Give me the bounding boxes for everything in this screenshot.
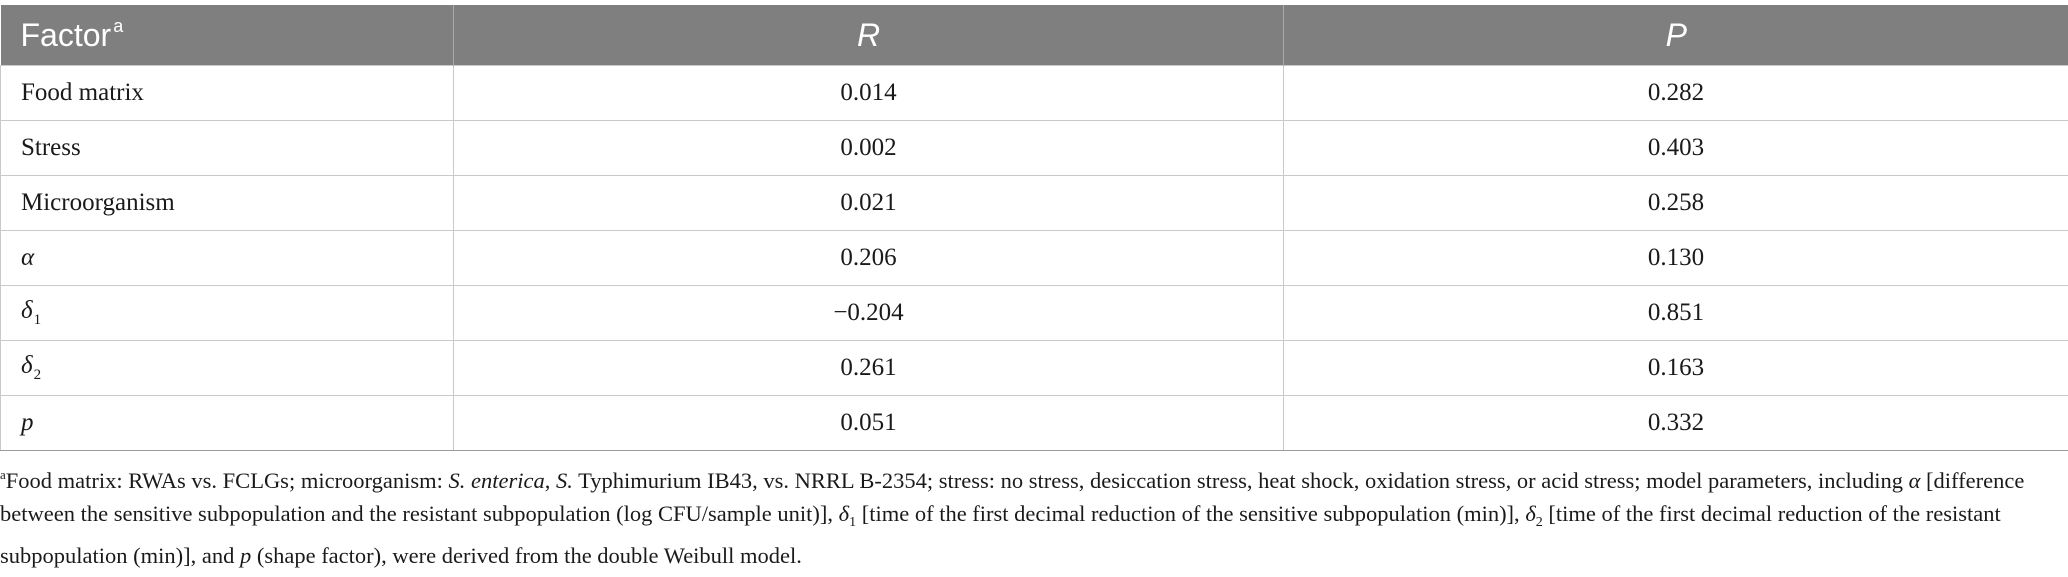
footnote-alpha-symbol: α	[1908, 468, 1921, 493]
correlation-table	[0, 5, 2068, 451]
correlation-table-container	[0, 5, 2068, 451]
table-body	[1, 66, 2068, 451]
table-row	[1, 341, 2068, 396]
footnote-text: Food matrix: RWAs vs. FCLGs; microorganism:	[5, 468, 449, 493]
r-value: 0.206	[454, 231, 1284, 286]
p-value: 0.332	[1284, 396, 2068, 451]
p-value: 0.163	[1284, 341, 2068, 396]
factor-cell	[1, 66, 454, 121]
table-row	[1, 396, 2068, 451]
header-factor-label: Factor	[20, 17, 112, 53]
table-row	[1, 66, 2068, 121]
footnote-text: [time of the first decimal reduction of the resistant subpopulation (min)], and	[0, 501, 2001, 568]
p-value: 0.258	[1284, 176, 2068, 231]
header-p: P	[1284, 5, 2068, 66]
factor-cell	[1, 286, 454, 341]
r-value: 0.261	[454, 341, 1284, 396]
footnote-text: (shape factor), were derived from the double Weibull model.	[251, 543, 802, 568]
footnote-text: [difference between the sensitive subpopulation and the resistant subpopulation (log CFU/sample unit)],	[0, 468, 2025, 526]
factor-cell	[1, 121, 454, 176]
r-value: 0.002	[454, 121, 1284, 176]
p-value: 0.130	[1284, 231, 2068, 286]
factor-label: α	[21, 244, 35, 271]
footnote-marker: a	[0, 467, 6, 482]
header-row	[1, 5, 2068, 66]
table-footnote	[0, 458, 2060, 572]
footnote-text: [time of the first decimal reduction of the sensitive subpopulation (min)],	[856, 501, 1526, 526]
footnote-delta-symbol: δ	[838, 501, 850, 526]
footnote-delta-subscript: 1	[849, 515, 857, 530]
r-value: 0.014	[454, 66, 1284, 121]
table-row	[1, 231, 2068, 286]
factor-subscript: 2	[33, 367, 42, 383]
header-factor-footnote-marker: a	[113, 16, 124, 36]
header-factor	[1, 5, 454, 66]
r-value: −0.204	[454, 286, 1284, 341]
footnote-text: Typhimurium IB43, vs. NRRL B-2354; stress: no stress, desiccation stress, heat shock, oxidation stress, or acid stress; model parameters, including	[572, 468, 1909, 493]
factor-label: p	[21, 409, 34, 436]
r-value: 0.051	[454, 396, 1284, 451]
factor-label: δ	[21, 297, 33, 324]
p-value: 0.851	[1284, 286, 2068, 341]
table-row	[1, 176, 2068, 231]
factor-label: Food matrix	[21, 79, 144, 106]
r-value: 0.021	[454, 176, 1284, 231]
factor-cell	[1, 396, 454, 451]
p-value: 0.403	[1284, 121, 2068, 176]
factor-label: δ	[21, 352, 33, 379]
footnote-species: S. enterica	[448, 468, 545, 493]
factor-cell	[1, 231, 454, 286]
footnote-text: ,	[544, 468, 556, 493]
header-r: R	[454, 5, 1284, 66]
footnote-delta-subscript: 2	[1535, 515, 1543, 530]
footnote-genus: S.	[555, 468, 573, 493]
factor-label: Stress	[21, 134, 81, 161]
p-value: 0.282	[1284, 66, 2068, 121]
footnote-delta-symbol: δ	[1525, 501, 1536, 526]
table-row	[1, 286, 2068, 341]
factor-cell	[1, 176, 454, 231]
factor-cell	[1, 341, 454, 396]
factor-label: Microorganism	[21, 189, 175, 216]
factor-subscript: 1	[33, 312, 42, 328]
table-row	[1, 121, 2068, 176]
table-header	[1, 5, 2068, 66]
footnote-p-symbol: p	[239, 543, 252, 568]
